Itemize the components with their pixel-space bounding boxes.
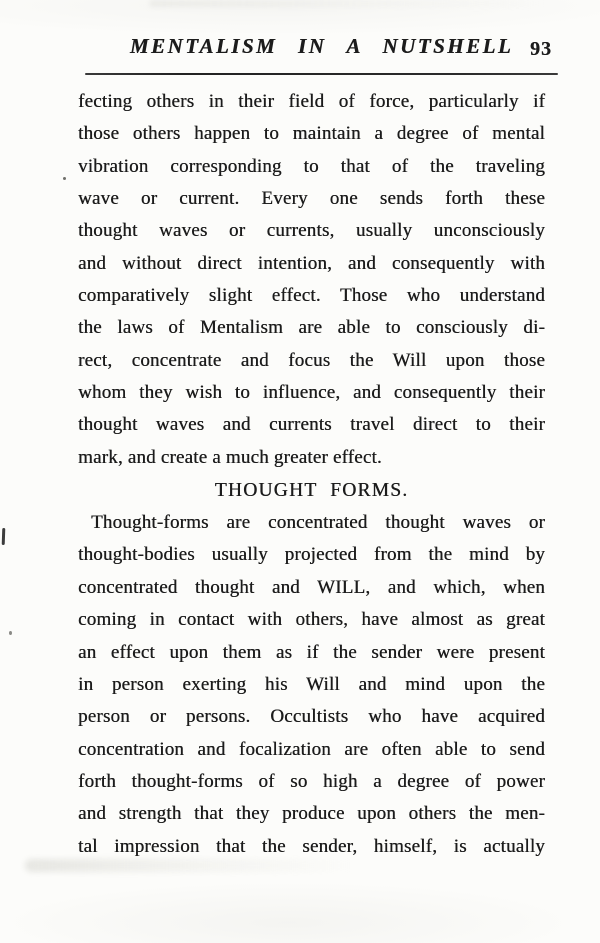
text-line: person or persons. Occultists who have acquired bbox=[78, 706, 545, 728]
running-head-title: MENTALISM IN A NUTSHELL bbox=[129, 34, 514, 58]
text-line: vibration corresponding to that of the traveling bbox=[78, 155, 545, 177]
text-line: fecting others in their field of force, particularly if bbox=[78, 91, 545, 112]
text-line: and without direct intention, and consequently with bbox=[78, 252, 545, 274]
text-line: comparatively slight effect. Those who understand bbox=[78, 285, 545, 307]
text-line: and strength that they produce upon others the men- bbox=[78, 803, 545, 825]
text-line: tal impression that the sender, himself, is actually bbox=[78, 835, 545, 857]
scan-smudge-top bbox=[150, 0, 550, 7]
text-line: the laws of Mentalism are able to consciously di- bbox=[78, 317, 545, 339]
text-line: an effect upon them as if the sender were present bbox=[78, 641, 545, 663]
scan-speck-dash bbox=[2, 528, 6, 545]
scan-speck-dot bbox=[9, 631, 12, 635]
text-line: those others happen to maintain a degree of mental bbox=[78, 123, 545, 145]
text-line: forth thought-forms of so high a degree of power bbox=[78, 770, 545, 792]
text-line: concentrated thought and WILL, and which, when bbox=[78, 576, 545, 598]
running-head bbox=[85, 34, 558, 68]
text-line: concentration and focalization are often able to send bbox=[78, 738, 545, 760]
text-block bbox=[78, 86, 545, 863]
header-rule bbox=[85, 73, 558, 75]
scan-smudge-bottom bbox=[25, 859, 465, 872]
text-line: whom they wish to influence, and consequently their bbox=[78, 382, 545, 404]
text-line: Thought-forms are concentrated thought waves or bbox=[91, 512, 545, 534]
page-number: 93 bbox=[530, 38, 552, 60]
scan-speck-dot bbox=[63, 177, 66, 180]
text-line: wave or current. Every one sends forth these bbox=[78, 188, 545, 210]
text-line: thought waves or currents, usually unconsciously bbox=[78, 220, 545, 242]
text-line: thought-bodies usually projected from the mind by bbox=[78, 544, 545, 566]
section-heading: THOUGHT FORMS. bbox=[214, 480, 409, 502]
text-line: rect, concentrate and focus the Will upon those bbox=[78, 349, 545, 371]
text-line: coming in contact with others, have almost as great bbox=[78, 609, 545, 631]
text-line: thought waves and currents travel direct to their bbox=[78, 414, 545, 436]
text-line: mark, and create a much greater effect. bbox=[78, 446, 382, 468]
text-line: in person exerting his Will and mind upon the bbox=[78, 673, 545, 695]
